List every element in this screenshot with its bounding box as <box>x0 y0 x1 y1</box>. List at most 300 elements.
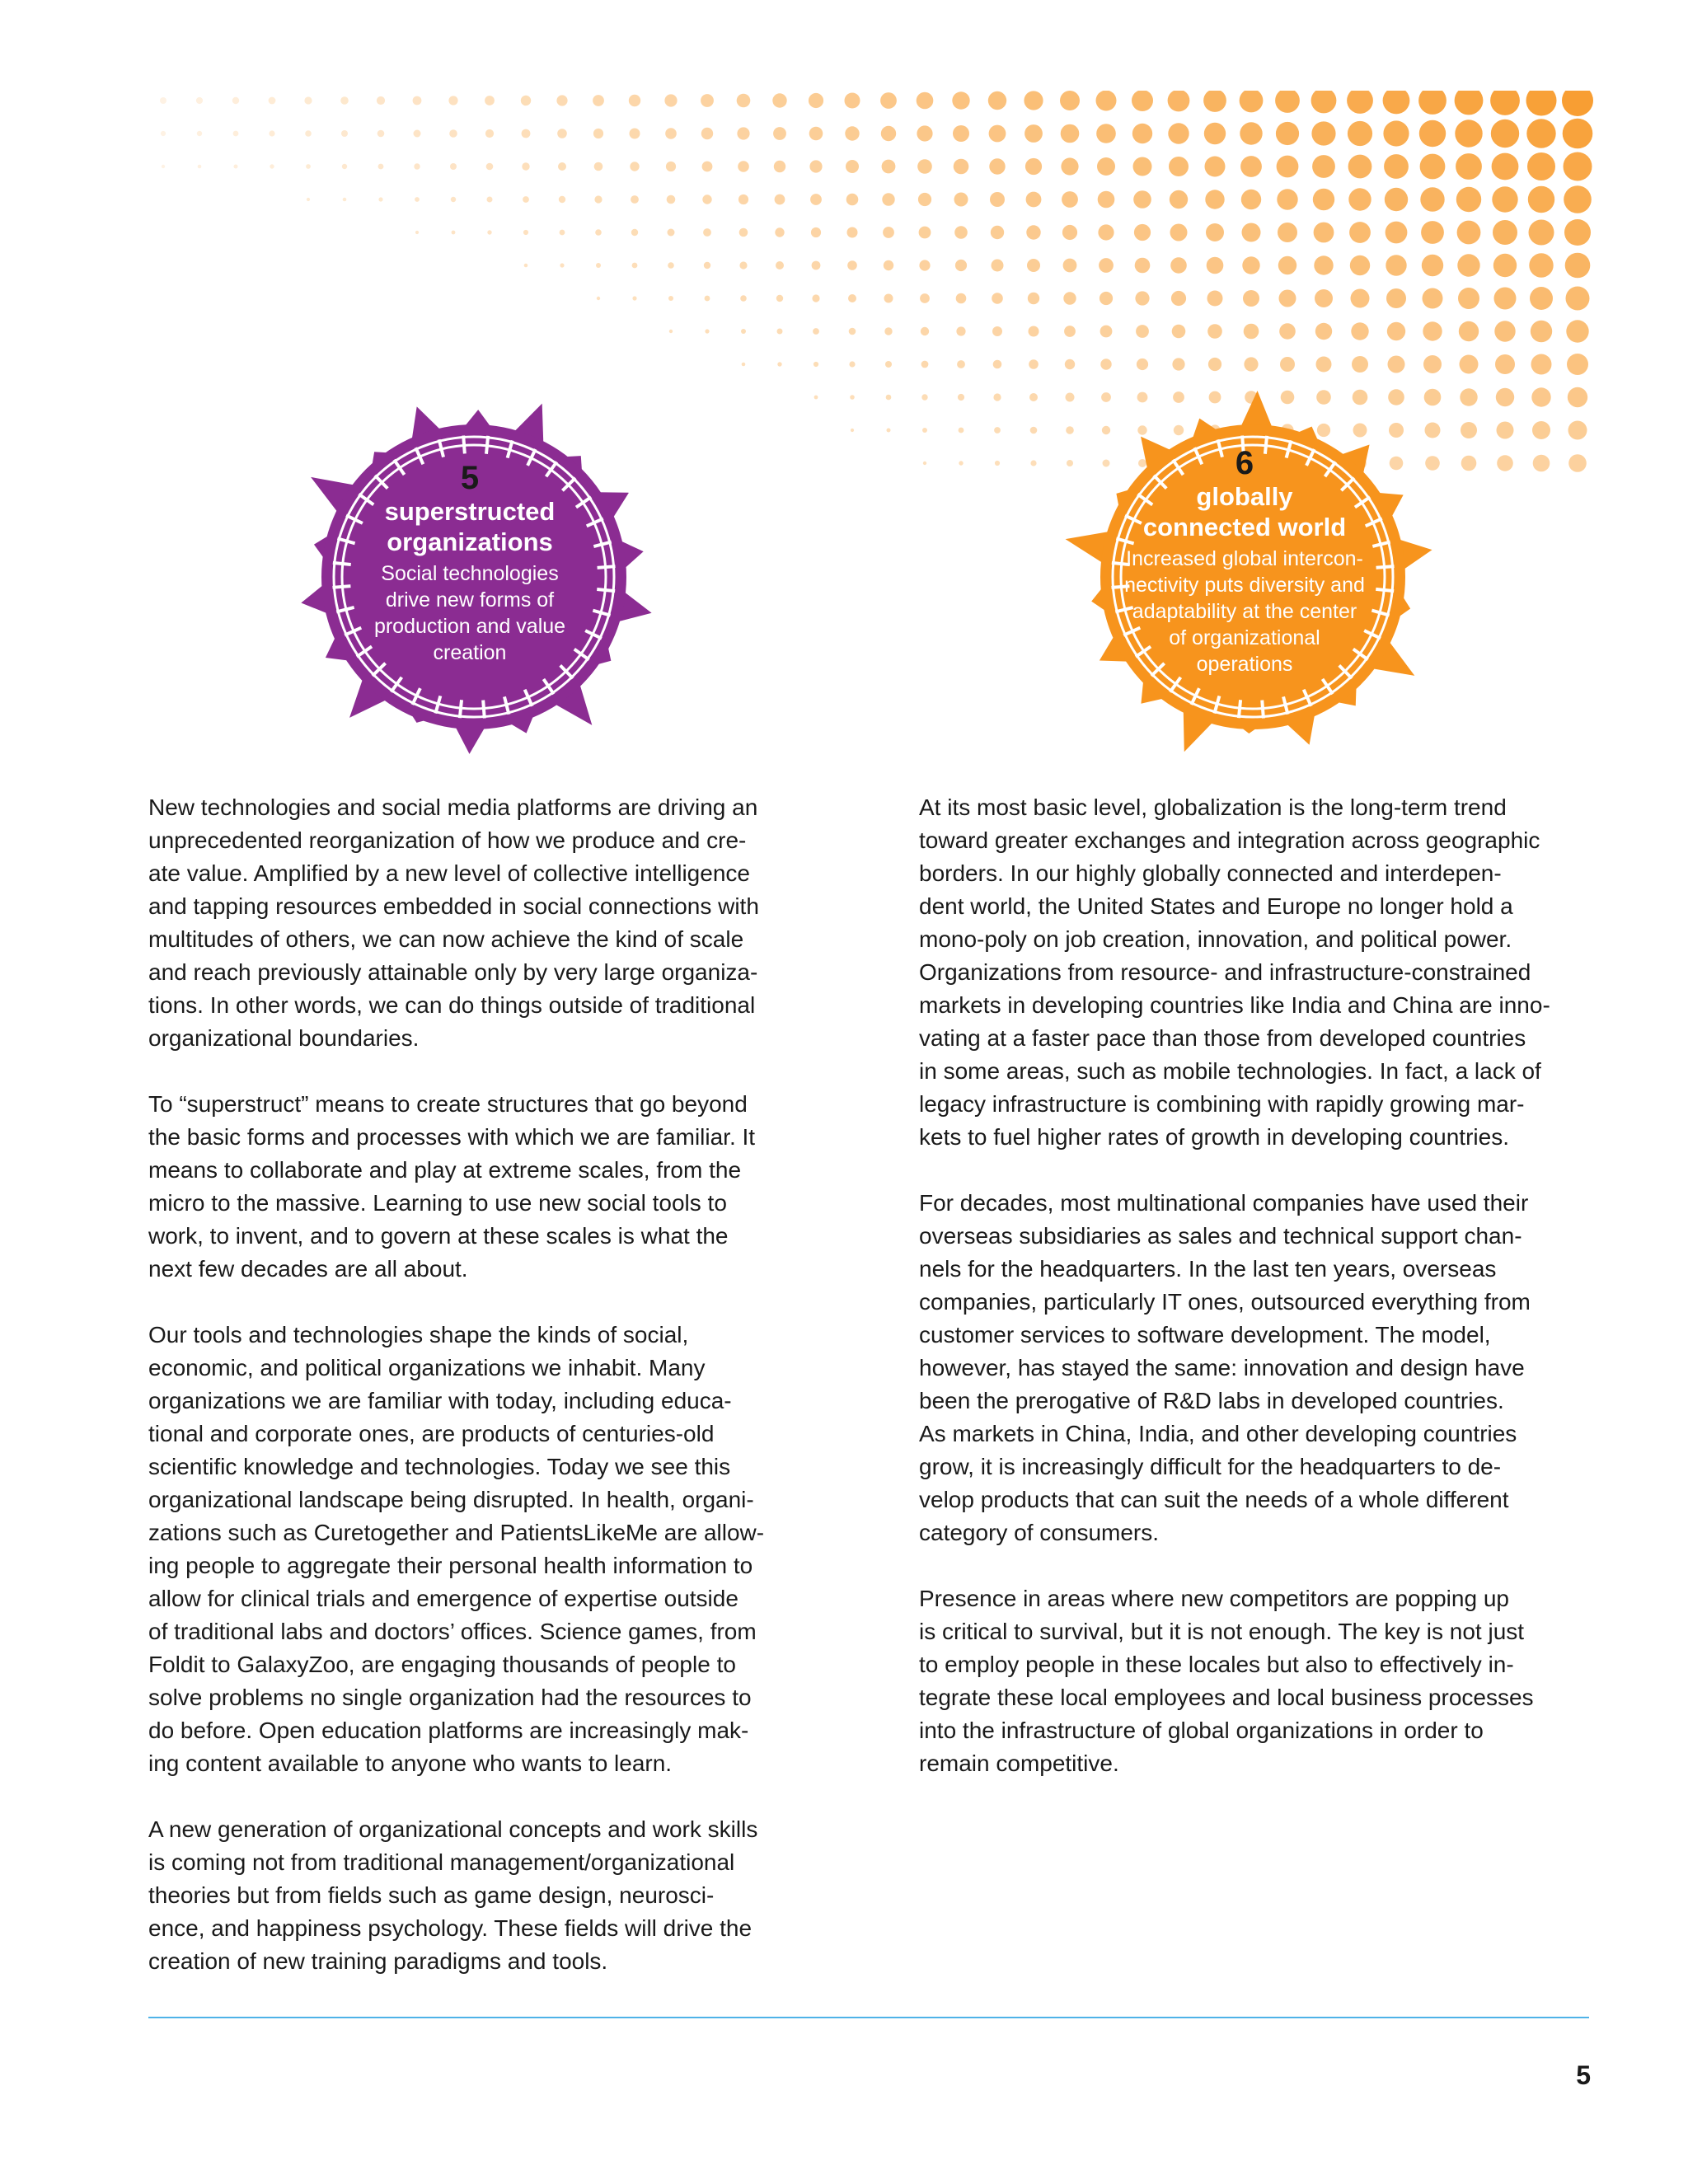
halftone-dot <box>556 95 567 105</box>
halftone-dot <box>1243 290 1259 307</box>
halftone-dot <box>993 360 1002 369</box>
badge-tick <box>1239 700 1240 718</box>
halftone-dot <box>773 127 786 140</box>
halftone-dot <box>1060 91 1080 110</box>
halftone-dot <box>1241 190 1261 209</box>
badge-5-desc-line: Social technologies <box>381 562 559 585</box>
halftone-dot <box>1062 225 1077 240</box>
halftone-dot <box>1419 120 1446 147</box>
halftone-dot <box>485 96 495 105</box>
halftone-dot <box>1490 91 1520 115</box>
halftone-dot <box>1348 121 1372 146</box>
halftone-dot <box>845 93 860 109</box>
halftone-dot <box>196 97 203 104</box>
halftone-dot <box>774 161 785 172</box>
halftone-dot <box>1315 289 1333 307</box>
badge-tick <box>483 701 485 719</box>
halftone-dot <box>1494 321 1515 341</box>
halftone-dot <box>1029 359 1039 369</box>
halftone-dot <box>1420 187 1444 211</box>
halftone-dot <box>1024 91 1043 110</box>
halftone-dot <box>1275 91 1300 113</box>
halftone-dot <box>1460 355 1479 374</box>
halftone-dot <box>1349 222 1371 243</box>
halftone-dot <box>1278 256 1296 274</box>
halftone-dot <box>521 96 531 105</box>
halftone-dot <box>668 262 674 269</box>
paragraph: Our tools and technologies shape the kinds of social, economic, and political organizations we inhabit. Many organizations we are familiar with today, including educa- tional and corporate ones, are products of centuries-old scientific knowledge and technologies. Today we see this organizational landscape being disrupted. In health, organi- zations such as Curetogether and PatientsLikeMe are allow- ing people to aggregate their personal health information to allow for clinical trials and emergence of expertise outside of traditional labs and doctors’ offices. Science games, from Foldit to GalaxyZoo, are engaging thousands of people to solve problems no single organization had the resources to do before. Open education platforms are increasingly mak- ing content available to anyone who wants to learn. <box>148 1322 765 1776</box>
halftone-dot <box>810 194 822 205</box>
halftone-dot <box>630 162 639 171</box>
halftone-dot <box>269 130 274 136</box>
halftone-dot <box>919 260 930 270</box>
halftone-dot <box>306 164 311 169</box>
halftone-dot <box>415 231 419 234</box>
halftone-dot <box>705 329 709 333</box>
halftone-dot <box>919 227 931 239</box>
halftone-dot <box>1096 91 1117 111</box>
halftone-dot <box>921 327 929 335</box>
halftone-dot <box>593 95 604 106</box>
halftone-dot <box>777 362 781 366</box>
halftone-dot <box>703 228 711 237</box>
halftone-dot <box>1493 254 1517 277</box>
halftone-dot <box>1205 190 1224 209</box>
halftone-dot <box>1315 323 1332 340</box>
halftone-dot <box>992 293 1003 304</box>
halftone-dot <box>738 194 748 204</box>
halftone-dot <box>701 128 713 139</box>
halftone-dot <box>1063 292 1076 304</box>
halftone-dot <box>741 329 746 334</box>
halftone-dot <box>1562 91 1593 116</box>
paragraph: To “superstruct” means to create structures that go beyond the basic forms and processes with which we are familiar. It means to collaborate and play at extreme scales, from the micro to the massive. Learning to use new social tools to work, to invent, and to govern at these scales is what the next few decades are all about. <box>148 1091 756 1282</box>
halftone-dot <box>669 330 673 333</box>
halftone-dot <box>954 226 968 239</box>
halftone-dot <box>1492 186 1517 212</box>
badge-6-text <box>1096 445 1393 677</box>
halftone-dot <box>666 162 676 171</box>
halftone-dot <box>954 193 968 207</box>
halftone-dot <box>1132 91 1153 111</box>
halftone-dot <box>851 429 854 432</box>
halftone-dot <box>595 229 602 236</box>
halftone-dot <box>232 97 239 104</box>
halftone-dot <box>1423 321 1442 340</box>
halftone-dot <box>1205 157 1226 177</box>
halftone-dot <box>990 192 1005 207</box>
badge-6-desc-line: operations <box>1196 653 1293 676</box>
halftone-dot <box>956 293 967 304</box>
halftone-dot <box>882 193 894 205</box>
halftone-dot <box>1168 91 1190 111</box>
halftone-dot <box>738 161 749 172</box>
halftone-dot <box>847 260 857 270</box>
halftone-dot <box>1242 223 1261 242</box>
halftone-dot <box>917 159 932 174</box>
badge-5-title-line2: organizations <box>387 527 553 556</box>
halftone-dot <box>1170 190 1188 209</box>
halftone-dot <box>702 162 713 172</box>
halftone-dot <box>1461 422 1477 438</box>
halftone-dot <box>1172 325 1186 339</box>
halftone-dot <box>994 427 1001 434</box>
halftone-dot <box>1423 355 1442 373</box>
halftone-dot <box>1207 324 1222 339</box>
page-number: 5 <box>1576 2060 1591 2090</box>
halftone-dot <box>1208 358 1221 371</box>
halftone-dot <box>991 226 1004 239</box>
halftone-dot <box>1169 157 1189 176</box>
halftone-dot <box>1458 288 1479 309</box>
halftone-dot <box>668 229 675 237</box>
halftone-dot <box>849 328 856 335</box>
halftone-dot <box>813 328 819 335</box>
halftone-dot <box>1277 156 1299 178</box>
halftone-dot <box>1386 255 1406 275</box>
halftone-dot <box>1383 120 1409 146</box>
halftone-dot <box>1240 156 1262 177</box>
halftone-dot <box>665 128 677 139</box>
halftone-dot <box>1098 224 1114 240</box>
halftone-dot <box>198 165 202 169</box>
halftone-dot <box>1494 288 1517 310</box>
halftone-dot <box>740 295 747 302</box>
badge-6-desc-line: nectivity puts diversity and <box>1124 574 1365 597</box>
halftone-dot <box>1564 185 1592 213</box>
halftone-dot <box>883 227 894 238</box>
badge-5-number: 5 <box>460 460 480 496</box>
halftone-dot <box>1134 224 1151 241</box>
halftone-dot <box>702 194 711 204</box>
halftone-dot <box>956 326 965 335</box>
halftone-dot <box>523 196 529 203</box>
halftone-dot <box>1062 191 1078 208</box>
halftone-dot <box>378 197 382 201</box>
halftone-dot <box>162 165 165 168</box>
halftone-dot <box>1244 357 1258 371</box>
halftone-dot <box>1564 219 1591 246</box>
badge-tick <box>1262 701 1264 719</box>
halftone-dot <box>1457 221 1481 245</box>
halftone-dot <box>487 197 493 203</box>
halftone-dot <box>596 263 601 268</box>
halftone-dot <box>922 428 927 433</box>
halftone-dot <box>414 163 420 169</box>
halftone-dot <box>809 93 823 108</box>
halftone-dot <box>632 296 636 300</box>
halftone-dot <box>343 198 347 202</box>
halftone-dot <box>1568 421 1587 440</box>
halftone-dot <box>992 260 1004 272</box>
halftone-dot <box>1061 124 1080 143</box>
halftone-dot <box>993 393 1001 401</box>
halftone-dot <box>1028 293 1039 304</box>
halftone-dot <box>448 96 457 105</box>
halftone-dot <box>522 162 529 170</box>
halftone-dot <box>989 125 1006 143</box>
halftone-dot <box>1352 356 1368 373</box>
halftone-dot <box>952 91 969 109</box>
halftone-dot <box>847 227 858 238</box>
badge-5-desc-line: creation <box>433 641 507 664</box>
halftone-dot <box>1568 387 1587 407</box>
halftone-dot <box>1277 189 1297 209</box>
halftone-dot <box>739 228 748 237</box>
halftone-dot <box>775 227 784 237</box>
halftone-dot <box>452 231 456 235</box>
halftone-dot <box>342 164 347 169</box>
halftone-dot <box>1099 258 1114 273</box>
halftone-dot <box>560 263 564 267</box>
halftone-dot <box>1421 221 1444 244</box>
halftone-dot <box>1568 454 1587 472</box>
halftone-dot <box>269 97 276 105</box>
halftone-dot <box>777 329 783 335</box>
halftone-dot <box>524 264 528 268</box>
halftone-dot <box>1172 358 1184 370</box>
halftone-dot <box>1171 291 1186 306</box>
halftone-dot <box>884 327 892 335</box>
halftone-dot <box>812 261 821 270</box>
halftone-dot <box>487 230 491 234</box>
halftone-dot <box>814 362 818 367</box>
halftone-dot <box>737 127 749 139</box>
halftone-dot <box>739 261 747 269</box>
halftone-dot <box>1279 323 1296 340</box>
halftone-dot <box>1242 256 1259 274</box>
halftone-dot <box>701 94 714 107</box>
halftone-dot <box>1531 354 1552 375</box>
halftone-dot <box>449 129 457 138</box>
halftone-dot <box>1528 186 1554 213</box>
halftone-dot <box>886 395 892 401</box>
halftone-dot <box>1132 124 1152 143</box>
halftone-dot <box>1492 153 1519 180</box>
halftone-dot <box>1496 388 1514 406</box>
halftone-dot <box>1459 321 1479 341</box>
halftone-dot <box>1061 157 1078 175</box>
badge-5-desc-line: production and value <box>373 615 566 638</box>
halftone-dot <box>1100 326 1113 338</box>
halftone-dot <box>1135 258 1151 274</box>
halftone-dot <box>1497 422 1514 439</box>
halftone-dot <box>1423 288 1443 309</box>
halftone-dot <box>705 296 710 302</box>
halftone-dot <box>414 130 421 138</box>
halftone-dot <box>1314 223 1334 243</box>
halftone-dot <box>1532 421 1550 439</box>
halftone-dot <box>1314 255 1333 274</box>
halftone-dot <box>884 294 893 303</box>
halftone-dot <box>881 126 896 141</box>
halftone-dot <box>161 131 166 136</box>
halftone-dot <box>958 394 964 401</box>
badge-5-description <box>346 560 593 666</box>
halftone-dot <box>1347 91 1373 114</box>
halftone-dot <box>850 395 855 400</box>
halftone-dot <box>1244 324 1259 340</box>
halftone-dot <box>451 197 456 202</box>
halftone-dot <box>1133 190 1151 209</box>
halftone-dot <box>742 363 746 367</box>
halftone-dot <box>992 326 1002 336</box>
badge-6-title-line2: connected world <box>1142 513 1347 541</box>
halftone-dot <box>845 126 859 140</box>
halftone-dot <box>988 91 1006 110</box>
halftone-dot <box>921 394 927 400</box>
left-column <box>148 791 828 2011</box>
halftone-dot <box>920 293 930 303</box>
halftone-dot <box>1388 356 1405 373</box>
halftone-dot <box>1025 124 1043 143</box>
halftone-dot <box>1566 320 1588 342</box>
halftone-dot <box>1531 387 1550 406</box>
paragraph: For decades, most multinational companies have used their overseas subsidiaries as sales and technical support chan- nels for the headquarters. In the last ten years, overseas companies, particularly IT ones, outsourced everything from customer services to software development. The model, however, has stayed the same: innovation and design have been the prerogative of R&D labs in developed countries. As markets in China, India, and other developing countries grow, it is increasingly difficult for the headquarters to de- velop products that can suit the needs of a whole different category of consumers. <box>919 1190 1531 1545</box>
halftone-dot <box>630 129 640 139</box>
halftone-dot <box>1279 290 1296 307</box>
halftone-dot <box>917 92 934 110</box>
halftone-dot <box>882 160 896 174</box>
halftone-dot <box>415 197 420 202</box>
halftone-dot <box>1493 220 1517 245</box>
halftone-dot <box>197 131 202 136</box>
halftone-dot <box>959 428 964 434</box>
halftone-dot <box>1384 154 1409 179</box>
halftone-dot <box>1565 253 1591 279</box>
paragraph: At its most basic level, globalization is the long-term trend toward greater exchanges and integration across geographic borders. In our highly globally connected and interdepen- dent world, the United States and Europe no longer hold a mono-poly on job creation, innovation, and political power. Organizations from resource- and infrastructure-constrained markets in developing countries like India and China are inno- vating at a faster pace than those from developed countries in some areas, such as mobile technologies. In fact, a lack of legacy infrastructure is combining with rapidly growing mar- kets to fuel higher rates of growth in developing countries. <box>919 794 1550 1150</box>
halftone-dot <box>918 193 931 206</box>
halftone-dot <box>1030 460 1036 466</box>
halftone-dot <box>486 163 494 171</box>
halftone-dot <box>923 462 926 465</box>
halftone-dot <box>846 160 859 173</box>
halftone-dot <box>559 196 565 203</box>
halftone-dot <box>1348 155 1372 179</box>
halftone-dot <box>485 129 494 138</box>
paragraph: New technologies and social media platforms are driving an unprecedented reorganization of how we produce and cre- ate value. Amplified by a new level of collective intelligence and tapping resources embedded in social connections with multitudes of others, we can now achieve the kind of scale and reach previously attainable only by very large organiza- tions. In other words, we can do things outside of traditional organizational boundaries. <box>148 794 759 1051</box>
halftone-dot <box>1276 122 1299 145</box>
halftone-dot <box>1455 120 1482 147</box>
halftone-dot <box>959 461 963 465</box>
halftone-dot <box>1529 220 1554 246</box>
halftone-dot <box>631 195 639 204</box>
halftone-dot <box>1420 154 1446 180</box>
halftone-dot <box>1100 292 1113 305</box>
halftone-dot <box>1455 91 1484 115</box>
halftone-dot <box>737 94 751 108</box>
halftone-dot <box>953 125 969 142</box>
halftone-dot <box>1526 119 1555 148</box>
halftone-dot <box>1383 91 1410 114</box>
halftone-dot <box>1418 91 1447 115</box>
halftone-dot <box>450 163 457 170</box>
halftone-dot <box>377 130 385 138</box>
halftone-dot <box>1461 456 1477 471</box>
halftone-dot <box>1029 393 1038 401</box>
halftone-dot <box>1096 124 1116 143</box>
halftone-dot <box>1170 257 1187 274</box>
halftone-dot <box>1204 123 1226 144</box>
halftone-dot <box>1456 153 1482 180</box>
halftone-dot <box>1064 326 1076 337</box>
halftone-dot <box>880 92 897 109</box>
halftone-dot <box>1097 157 1115 176</box>
halftone-dot <box>846 194 859 206</box>
halftone-dot <box>887 429 891 433</box>
halftone-dot <box>1207 257 1224 274</box>
badge-6-desc-line: adaptability at the center <box>1132 600 1357 623</box>
halftone-dot <box>809 127 823 141</box>
halftone-dot <box>1026 225 1040 239</box>
halftone-dot <box>1280 357 1295 372</box>
paragraph: Presence in areas where new competitors are popping up is critical to survival, but it is not enough. The key is not just to employ people in these locales but also to effectively in- tegrate these local employees and local business processes into the infrastructure of global organizations in order to remain competitive. <box>919 1586 1534 1776</box>
halftone-dot <box>814 396 818 400</box>
halftone-dot <box>413 96 422 105</box>
halftone-dot <box>1567 354 1588 375</box>
halftone-dot <box>523 230 528 235</box>
halftone-dot <box>557 129 567 138</box>
paragraph: A new generation of organizational concepts and work skills is coming not from traditional management/organizational theories but from fields such as game design, neurosci- ence, and happiness psychology. These fields will drive the creation of new training paradigms and tools. <box>148 1816 758 1974</box>
halftone-dot <box>160 97 166 104</box>
badge-tick <box>597 589 615 591</box>
halftone-dot <box>632 263 638 269</box>
badge-6-desc-line: of organizational <box>1169 626 1320 649</box>
halftone-dot <box>995 461 1000 466</box>
halftone-dot <box>812 294 819 302</box>
halftone-dot <box>233 131 239 137</box>
badge-5-title-line1: superstructed <box>384 497 556 526</box>
halftone-dot <box>1386 222 1408 244</box>
halftone-dot <box>704 262 710 269</box>
halftone-dot <box>1351 322 1368 340</box>
halftone-dot <box>597 297 600 300</box>
badge-tick <box>460 700 462 718</box>
halftone-dot <box>377 96 385 105</box>
badge-5-text <box>346 460 593 666</box>
halftone-dot <box>1385 188 1408 211</box>
halftone-dot <box>1278 223 1297 242</box>
halftone-dot <box>1136 325 1149 338</box>
halftone-dot <box>1313 189 1334 210</box>
halftone-dot <box>1457 254 1479 276</box>
halftone-dot <box>305 130 312 137</box>
halftone-dot <box>1098 191 1115 209</box>
halftone-dot <box>772 93 786 107</box>
halftone-dot <box>1065 359 1075 369</box>
badge-5-desc-line: drive new forms of <box>385 588 555 612</box>
badge-tick <box>463 435 465 453</box>
halftone-dot <box>1025 158 1042 175</box>
halftone-dot <box>668 296 673 301</box>
halftone-dot <box>667 195 676 204</box>
halftone-dot <box>775 194 785 205</box>
halftone-dot <box>1531 321 1552 342</box>
right-column <box>919 791 1595 1813</box>
halftone-dot <box>1029 326 1039 337</box>
halftone-dot <box>1533 455 1550 472</box>
halftone-dot <box>776 295 783 302</box>
halftone-dot <box>849 361 855 367</box>
badge-6-title-line1: globally <box>1196 482 1293 511</box>
halftone-dot <box>1527 152 1555 180</box>
halftone-dot <box>1240 122 1262 144</box>
halftone-dot <box>1566 287 1590 311</box>
halftone-dot <box>989 158 1005 174</box>
badge-tick <box>486 436 488 454</box>
halftone-dot <box>955 260 967 271</box>
halftone-dot <box>884 260 893 270</box>
